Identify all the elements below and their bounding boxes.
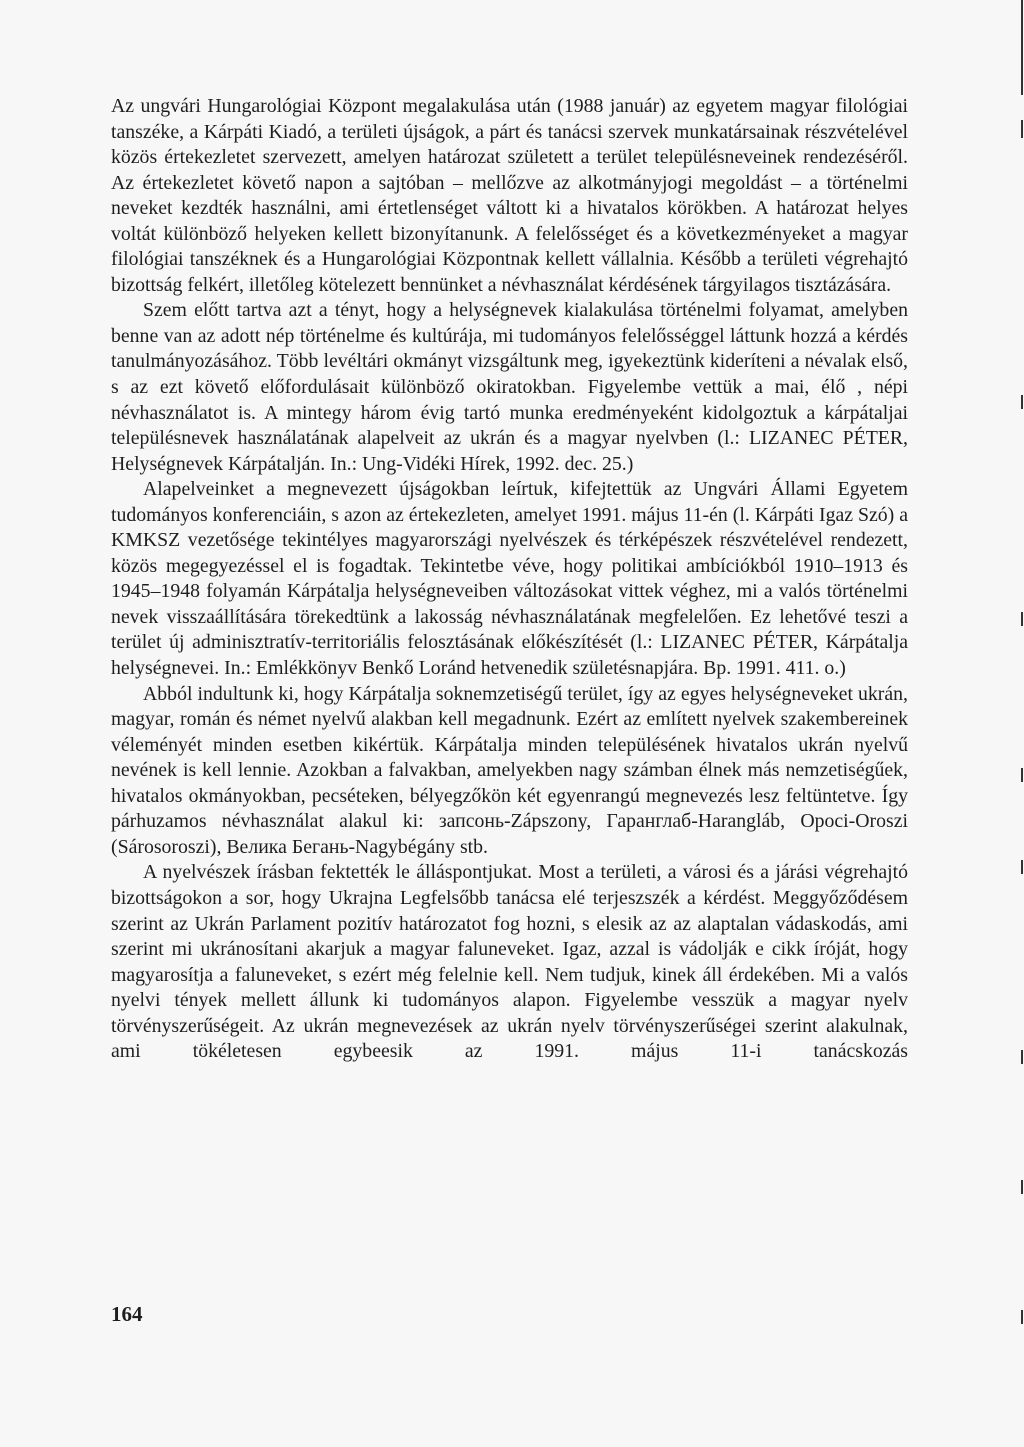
scan-edge-mark xyxy=(1021,1310,1023,1324)
paragraph-5: A nyelvészek írásban fektették le álláspontjukat. Most a területi, a városi és a járási végrehajtó bizottságokon a sor, hogy Ukrajna Legfelsőbb tanácsa elé terjeszszék a kérdést. Meggyőződésem szerint az Ukrán Parlament pozitív határozatot fog hozni, s elesik az az alaptalan vádaskodás, ami szerint mi ukránosítani akarjuk a magyar faluneveket. Igaz, azzal is vádolják e cikk íróját, hogy magyarosítja a faluneveket, s ezért még felelnie kell. Nem tudjuk, kinek áll érdekében. Mi a valós nyelvi tények mellett állunk ki tudományos alapon. Figyelembe vesszük a magyar nyelv törvényszerűségeit. Az ukrán megnevezések az ukrán nyelv törvényszerűségei szerint alakulnak, ami tökéletesen egybeesik az 1991. május 11-i tanácskozás xyxy=(111,861,908,1063)
scan-edge-marks xyxy=(1020,0,1024,1447)
paragraph-1: Az ungvári Hungarológiai Központ megalakulása után (1988 január) az egyetem magyar filológiai tanszéke, a Kárpáti Kiadó, a területi újságok, a párt és tanácsi szervek munkatársainak részvételével közös értekezletet szervezett, amelyen határozat született a terület településneveinek rendezéséről. Az értekezletet követő napon a sajtóban – mellőzve az alkotmányjogi megoldást – a történelmi neveket kezdték használni, ami értetlenséget váltott ki a hivatalos körökben. A határozat helyes voltát különböző helyeken kellett bizonyítanunk. A felelősséget és a következményeket a magyar filológiai tanszéknek és a Hungarológiai Központnak kellett vállalnia. Később a területi végrehajtó bizottság felkért, illetőleg kötelezett bennünket a névhasználat kérdésének tárgyilagos tisztázására. xyxy=(111,95,908,296)
scan-edge-mark xyxy=(1021,1050,1023,1064)
scan-edge-mark xyxy=(1021,0,1023,95)
scan-edge-mark xyxy=(1021,860,1023,874)
scan-edge-mark xyxy=(1021,768,1023,782)
scan-edge-mark xyxy=(1021,120,1023,138)
page-number: 164 xyxy=(111,1302,143,1326)
paragraph-2: Szem előtt tartva azt a tényt, hogy a helységnevek kialakulása történelmi folyamat, amelyben benne van az adott nép történelme és kultúrája, mi tudományos felelősséggel láttunk hozzá a kérdés tanulmányozásához. Több levéltári okmányt vizsgáltunk meg, igyekeztünk kideríteni a névalak első, s az ezt követő előfordulásait különböző okiratokban. Figyelembe vettük a mai, élő , népi névhasználatot is. A mintegy három évig tartó munka eredményeként kidolgoztuk a kárpátaljai településnevek használatának alapelveit az ukrán és a magyar nyelvben (l.: LIZANEC PÉTER, Helységnevek Kárpátalján. In.: Ung-Vidéki Hírek, 1992. dec. 25.) xyxy=(111,299,908,475)
page-body xyxy=(111,94,908,1065)
scan-edge-mark xyxy=(1021,1180,1023,1194)
paragraph-4: Abból indultunk ki, hogy Kárpátalja soknemzetiségű terület, így az egyes helységneveket ukrán, magyar, román és német nyelvű alakban kell megadnunk. Ezért az említett nyelvek szakembereinek véleményét minden esetben kikértük. Kárpátalja minden településének hivatalos ukrán nyelvű nevének is kell lennie. Azokban a falvakban, amelyekben nagy számban élnek más nemzetiségűek, hivatalos okmányokban, pecséteken, bélyegzőkön két egyenrangú megnevezés lesz feltüntetve. Így párhuzamos névhasználat alakul ki: запсонь-Zápszony, Гаранглаб-Harangláb, Opoci-Oroszi (Sárosoroszi), Велика Бегань-Nagybégány stb. xyxy=(111,682,908,858)
scan-edge-mark xyxy=(1021,612,1023,626)
paragraph-3: Alapelveinket a megnevezett újságokban leírtuk, kifejtettük az Ungvári Állami Egyetem tudományos konferenciáin, s azon az értekezleten, amelyet 1991. május 11-én (l. Kárpáti Igaz Szó) a KMKSZ vezetősége tekintélyes magyarországi nyelvészek és térképészek részvételével rendezett, közös megegyezéssel el is fogadtak. Tekintetbe véve, hogy politikai ambíciókból 1910–1913 és 1945–1948 folyamán Kárpátalja helységneveiben változásokat vittek véghez, mi a valós történelmi nevek visszaállítására törekedtünk a lakosság névhasználatának megfelelően. Ez lehetővé teszi a terület új adminisztratív-territoriális felosztásának előkészítését (l.: LIZANEC PÉTER, Kárpátalja helységnevei. In.: Emlékkönyv Benkő Loránd hetvenedik születésnapjára. Bp. 1991. 411. o.) xyxy=(111,478,908,680)
scan-edge-mark xyxy=(1021,395,1023,409)
